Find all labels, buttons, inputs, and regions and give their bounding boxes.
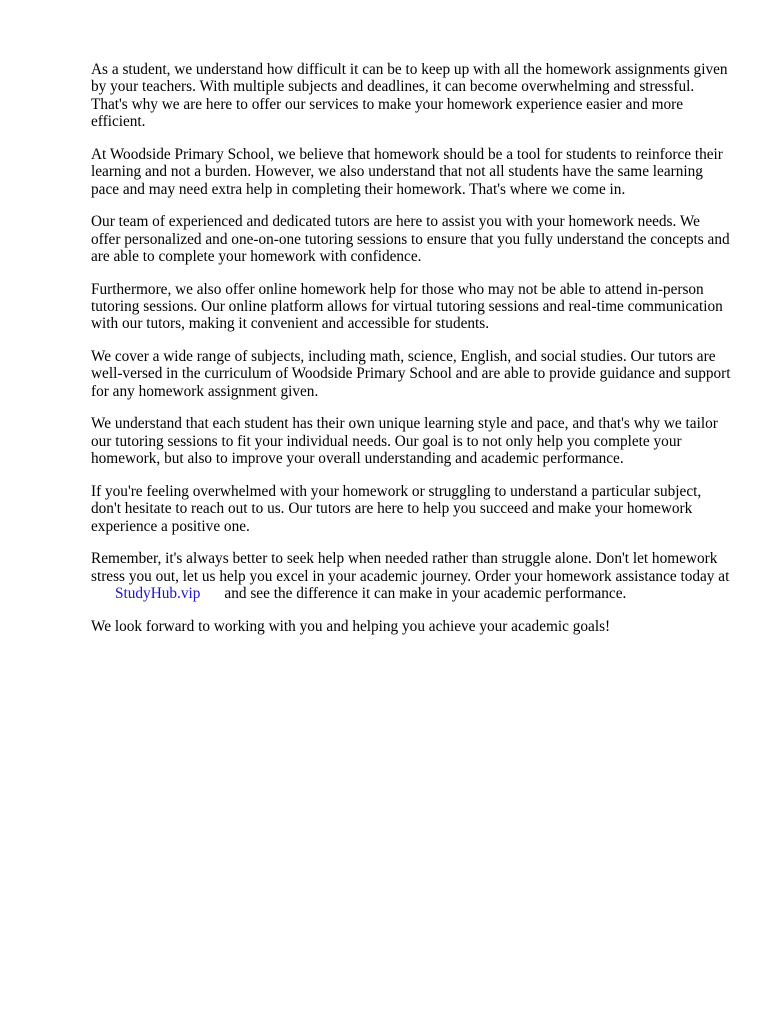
paragraph-tutors: Our team of experienced and dedicated tutors are here to assist you with your homework needs. We offer personalized and one-on-one tutoring sessions to ensure that you fully understand the concepts and are able to complete your homework with confidence. bbox=[91, 213, 730, 266]
paragraph-school-philosophy: At Woodside Primary School, we believe that homework should be a tool for students to reinforce their learning and not a burden. However, we also understand that not all students have the same learning pace and may need extra help in completing their homework. That's where we come in. bbox=[91, 145, 723, 198]
cta-text-before: Remember, it's always better to seek help when needed rather than struggle alone. Don't let homework stress you out, let us help you excel in your academic journey. Order your homework assistance today at bbox=[91, 550, 730, 585]
cta-text-after: and see the difference it can make in your academic performance. bbox=[224, 585, 627, 603]
studyhub-link[interactable]: StudyHub.vip bbox=[115, 585, 201, 603]
paragraph-reach-out: If you're feeling overwhelmed with your homework or struggling to understand a particular subject, don't hesitate to reach out to us. Our tutors are here to help you succeed and make your homework experience a positive one. bbox=[91, 482, 702, 535]
paragraph-closing: We look forward to working with you and helping you achieve your academic goals! bbox=[91, 617, 611, 635]
paragraph-subjects: We cover a wide range of subjects, including math, science, English, and social studies. Our tutors are well-versed in the curriculum of Woodside Primary School and are able to provide guidance and support for any homework assignment given. bbox=[91, 348, 731, 400]
paragraph-online-help: Furthermore, we also offer online homework help for those who may not be able to attend in-person tutoring sessions. Our online platform allows for virtual tutoring sessions and real-time communication with our tutors, making it convenient and accessible for students. bbox=[91, 280, 723, 333]
document-body bbox=[91, 61, 731, 650]
paragraph-call-to-action bbox=[91, 550, 731, 602]
paragraph-learning-style: We understand that each student has their own unique learning style and pace, and that's why we tailor our tutoring sessions to fit your individual needs. Our goal is to not only help you complete your homework, but also to improve your overall understanding and academic performance. bbox=[91, 415, 718, 468]
paragraph-intro: As a student, we understand how difficult it can be to keep up with all the homework assignments given by your teachers. With multiple subjects and deadlines, it can become overwhelming and stressful. That's why we are here to offer our services to make your homework experience easier and more efficient. bbox=[91, 61, 728, 131]
